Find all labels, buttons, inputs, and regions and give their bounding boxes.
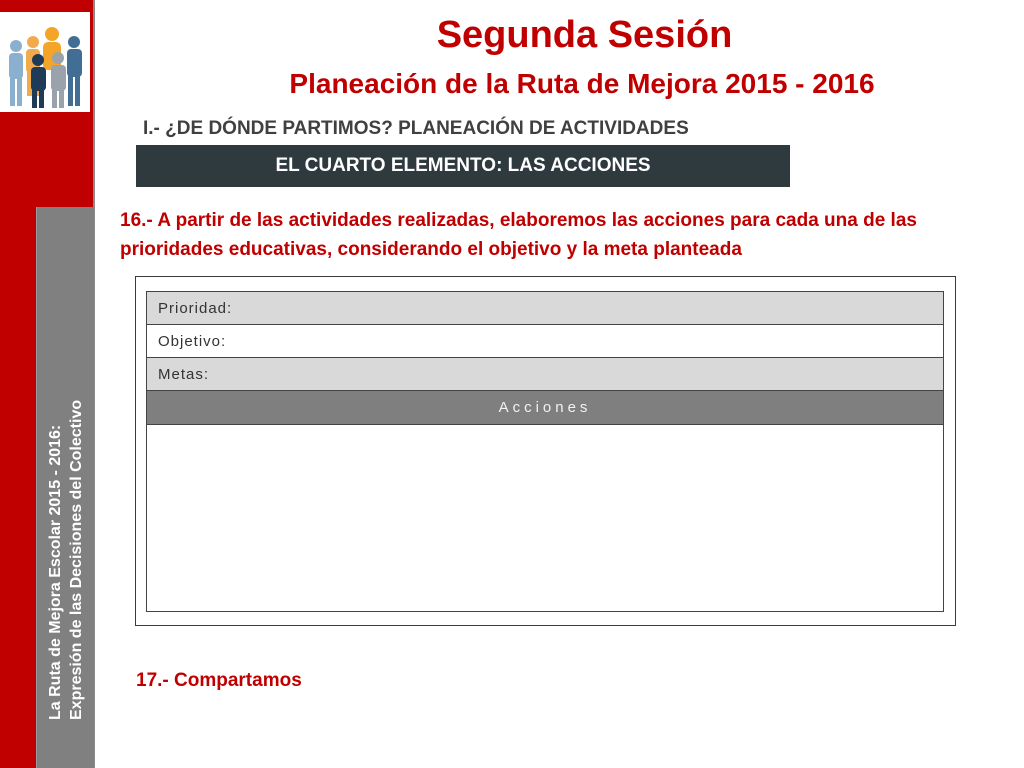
people-group-icon xyxy=(0,12,90,112)
acciones-header-row xyxy=(147,391,943,425)
sidebar-title-line1: La Ruta de Mejora Escolar 2015 - 2016: xyxy=(46,424,64,720)
actions-form-frame xyxy=(135,276,956,626)
sidebar-title xyxy=(45,400,87,720)
acciones-area xyxy=(147,425,943,611)
element-banner xyxy=(136,145,790,187)
prioridad-label: Prioridad: xyxy=(158,299,233,317)
instruction-text: 16.- A partir de las actividades realizadas, elaboremos las acciones para cada una de las prioridades educativas, considerando el objetivo y la meta planteada xyxy=(120,210,917,260)
closing-text: 17.- Compartamos xyxy=(136,670,302,691)
prioridad-row xyxy=(147,292,943,325)
left-sidebar xyxy=(0,0,95,768)
page-subtitle: Planeación de la Ruta de Mejora 2015 - 2016 xyxy=(289,68,875,99)
objetivo-label: Objetivo: xyxy=(158,332,227,350)
element-banner-label: EL CUARTO ELEMENTO: LAS ACCIONES xyxy=(275,155,651,176)
metas-row xyxy=(147,358,943,391)
metas-label: Metas: xyxy=(158,365,210,383)
acciones-header: Acciones xyxy=(498,399,592,416)
objetivo-row xyxy=(147,325,943,358)
actions-form-table xyxy=(146,291,944,612)
team-logo xyxy=(0,12,90,112)
page-title: Segunda Sesión xyxy=(436,14,733,56)
section-heading: I.- ¿DE DÓNDE PARTIMOS? PLANEACIÓN DE ACTIVIDADES xyxy=(143,118,689,139)
sidebar-title-panel xyxy=(36,207,94,768)
sidebar-title-line2: Expresión de las Decisiones del Colectivo xyxy=(67,399,85,720)
